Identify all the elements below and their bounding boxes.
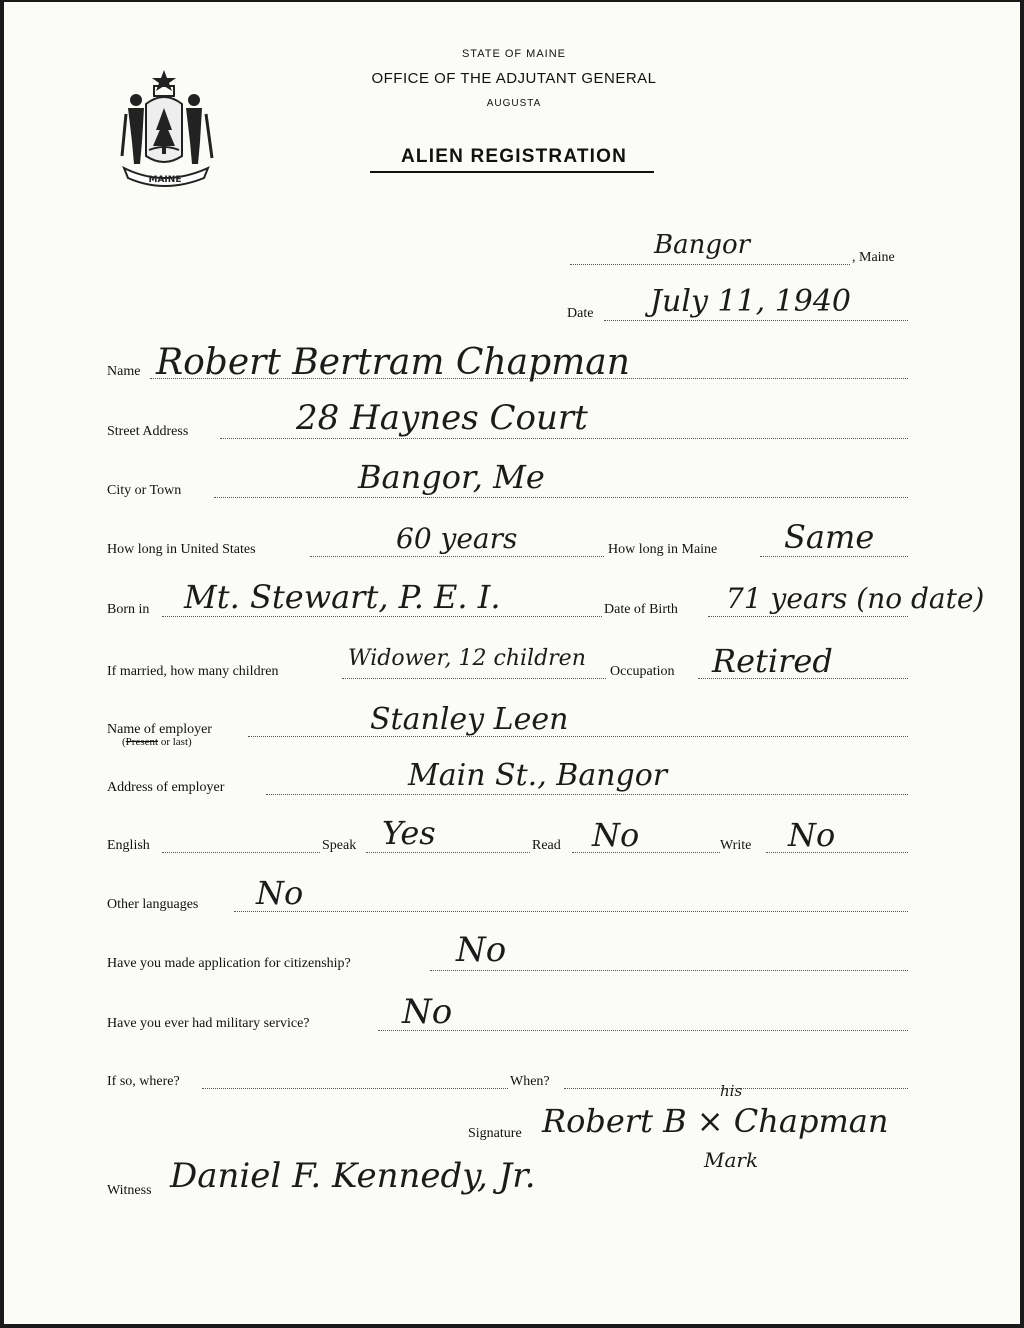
how-long-maine-label: How long in Maine — [608, 542, 718, 557]
signature-value: Robert B × Chapman — [542, 1102, 889, 1140]
children-label: If married, how many children — [107, 664, 279, 679]
employer-address-value: Main St., Bangor — [408, 758, 668, 793]
date-value: July 11, 1940 — [650, 284, 852, 319]
street-value: 28 Haynes Court — [296, 398, 588, 438]
city-value: Bangor, Me — [358, 458, 545, 496]
place-suffix: , Maine — [852, 250, 895, 265]
born-in-value: Mt. Stewart, P. E. I. — [184, 578, 501, 616]
read-label: Read — [532, 838, 561, 853]
witness-label: Witness — [107, 1183, 152, 1198]
street-label: Street Address — [107, 424, 189, 439]
maine-state-seal-icon — [116, 64, 226, 190]
other-languages-label: Other languages — [107, 897, 199, 912]
how-long-us-label: How long in United States — [107, 542, 256, 557]
signature-label: Signature — [468, 1126, 522, 1141]
place-value: Bangor — [654, 230, 751, 260]
occupation-value: Retired — [712, 642, 833, 680]
form-title: ALIEN REGISTRATION — [400, 146, 628, 167]
city-label: City or Town — [107, 483, 182, 498]
occupation-label: Occupation — [610, 664, 675, 679]
name-value: Robert Bertram Chapman — [156, 342, 630, 383]
read-value: No — [592, 816, 640, 854]
how-long-us-value: 60 years — [396, 522, 518, 555]
if-so-where-label: If so, where? — [107, 1074, 180, 1089]
speak-value: Yes — [382, 814, 436, 852]
write-label: Write — [720, 838, 752, 853]
signature-mark-note: Mark — [704, 1148, 759, 1172]
seal-motto: MAINE — [148, 175, 182, 185]
write-value: No — [788, 816, 836, 854]
employer-value: Stanley Leen — [370, 702, 569, 737]
born-in-label: Born in — [107, 602, 150, 617]
witness-value: Daniel F. Kennedy, Jr. — [170, 1156, 536, 1196]
other-languages-value: No — [256, 874, 304, 912]
military-label: Have you ever had military service? — [107, 1016, 310, 1031]
registration-form-page — [4, 2, 1020, 1324]
date-of-birth-label: Date of Birth — [604, 602, 678, 617]
date-label: Date — [567, 306, 594, 321]
employer-sublabel: (Present or last) — [122, 736, 192, 748]
office-heading: OFFICE OF THE ADJUTANT GENERAL — [371, 70, 657, 87]
children-value: Widower, 12 children — [348, 646, 586, 671]
title-underline — [370, 171, 654, 173]
name-label: Name — [107, 364, 141, 379]
citizenship-value: No — [456, 930, 507, 970]
when-label: When? — [510, 1074, 550, 1089]
signature-his-note: his — [720, 1082, 743, 1100]
employer-label: Name of employer — [107, 722, 212, 737]
english-label: English — [107, 838, 150, 853]
speak-label: Speak — [322, 838, 357, 853]
state-heading: STATE OF MAINE — [461, 48, 567, 60]
date-of-birth-value: 71 years (no date) — [726, 582, 985, 615]
military-value: No — [402, 992, 453, 1032]
city-heading: AUGUSTA — [486, 98, 542, 109]
citizenship-label: Have you made application for citizenship? — [107, 956, 351, 971]
how-long-maine-value: Same — [784, 518, 875, 556]
employer-address-label: Address of employer — [107, 780, 225, 795]
